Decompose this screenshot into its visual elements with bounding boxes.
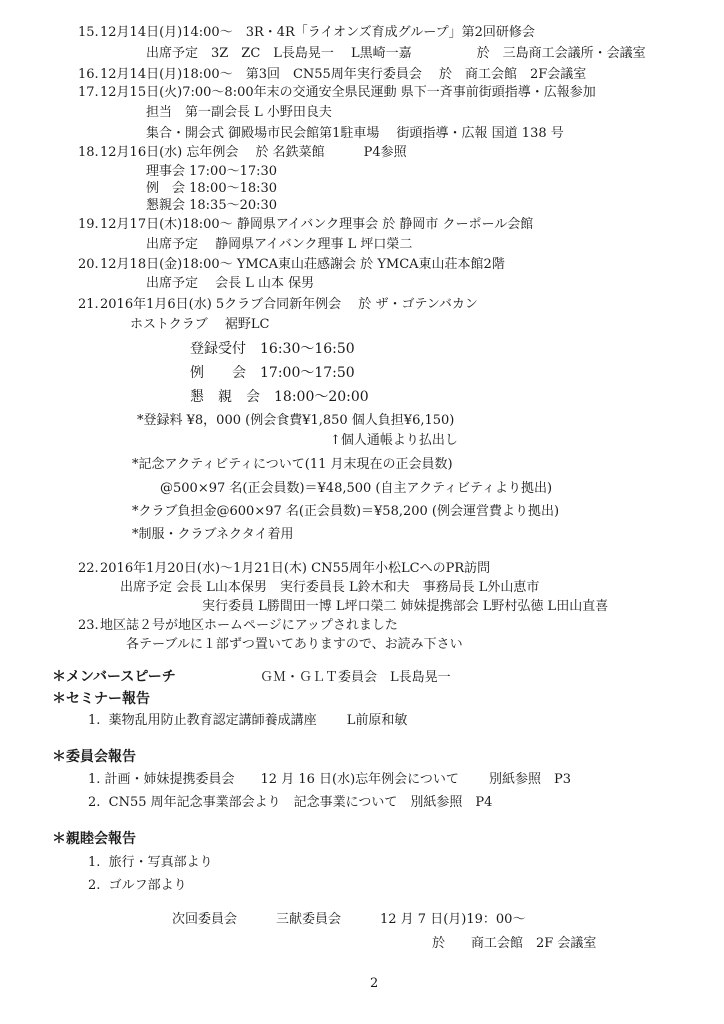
item-sub: 出席予定 会長 L 山本 保男 bbox=[146, 276, 315, 291]
item-sub: 各テーブルに１部ずつ置いてありますので、お読み下さい bbox=[126, 637, 463, 652]
member-speech-heading: ＊メンバースピーチ bbox=[52, 669, 176, 685]
item-sub: 懇親会 18:35～20:30 bbox=[146, 198, 278, 213]
item-line: 12月16日(水) 忘年例会 於 名鉄菜館 P4参照 bbox=[100, 145, 407, 160]
item-line: 12月18日(金)18:00～ YMCA東山荘感謝会 於 YMCA東山荘本館2階 bbox=[100, 257, 505, 272]
item-number: 15. bbox=[78, 25, 99, 40]
item-sub: *クラブ負担金@600×97 名(正会員数)＝¥58,200 (例会運営費より拠出) bbox=[132, 504, 560, 519]
item-number: 23. bbox=[78, 618, 99, 633]
item-number: 18. bbox=[78, 145, 99, 160]
next-meeting-line: 次回委員会 三献委員会 12 月 7 日(月)19：00～ bbox=[172, 912, 526, 927]
page-number: 2 bbox=[370, 976, 379, 991]
member-speech-detail: ＧＭ・ＧＬＴ委員会 L長島晃一 bbox=[260, 670, 451, 685]
item-sub: 出席予定 会長 L山本保男 実行委員長 L鈴木和夫 事務局長 L外山恵市 bbox=[120, 580, 540, 595]
item-sub: 登録受付 16:30～16:50 bbox=[190, 341, 355, 357]
item-line: 12月15日(火)7:00～8:00年末の交通安全県民運動 県下一斉事前街頭指導・広報参加 bbox=[100, 85, 596, 100]
item-sub: 担当 第一副会長 L 小野田良夫 bbox=[146, 105, 332, 120]
item-number: 21. bbox=[78, 297, 99, 312]
item-sub: ↑個人通帳より払出し bbox=[330, 433, 458, 448]
social-item: 2. ゴルフ部より bbox=[88, 878, 187, 893]
item-line: 12月17日(木)18:00～ 静岡県アイバンク理事会 於 静岡市 クーポール会館 bbox=[100, 217, 534, 232]
next-meeting-venue: 於 商工会館 2F 会議室 bbox=[432, 936, 597, 951]
item-sub: 例 会 17:00～17:50 bbox=[190, 365, 355, 381]
item-number: 22. bbox=[78, 561, 99, 576]
committee-item: 2. CN55 周年記念事業部会より 記念事業について 別紙参照 P4 bbox=[88, 795, 493, 810]
item-line: 地区誌２号が地区ホームページにアップされました bbox=[100, 618, 398, 633]
item-sub: 集合・開会式 御殿場市民会館第1駐車場 街頭指導・広報 国道 138 号 bbox=[146, 126, 564, 141]
item-sub: 理事会 17:00～17:30 bbox=[146, 164, 278, 179]
item-sub: 懇 親 会 18:00～20:00 bbox=[190, 389, 369, 405]
item-number: 16. bbox=[78, 67, 99, 82]
item-number: 19. bbox=[78, 217, 99, 232]
item-sub: *記念アクティビティについて(11 月末現在の正会員数) bbox=[132, 457, 453, 472]
social-heading: ＊親睦会報告 bbox=[52, 831, 136, 847]
seminar-item: 1. 薬物乱用防止教育認定講師養成講座 L前原和敏 bbox=[88, 713, 408, 728]
item-sub: *制服・クラブネクタイ着用 bbox=[132, 527, 294, 542]
item-sub: 実行委員 L勝間田一博 L坪口榮二 姉妹提携部会 L野村弘徳 L田山直喜 bbox=[202, 599, 609, 614]
item-line: 2016年1月6日(水) 5クラブ合同新年例会 於 ザ・ゴテンバカン bbox=[100, 297, 478, 312]
item-line: 2016年1月20日(水)～1月21日(木) CN55周年小松LCへのPR訪問 bbox=[100, 561, 491, 576]
item-sub: ホストクラブ 裾野LC bbox=[130, 317, 270, 332]
social-item: 1. 旅行・写真部より bbox=[88, 855, 213, 870]
item-sub: 出席予定 静岡県アイバンク理事 L 坪口榮二 bbox=[146, 237, 413, 252]
committee-heading: ＊委員会報告 bbox=[52, 749, 136, 765]
item-number: 17. bbox=[78, 85, 99, 100]
item-line: 12月14日(月)18:00～ 第3回 CN55周年実行委員会 於 商工会館 2F会議室 bbox=[100, 67, 587, 82]
item-sub: *登録料 ¥8，000 (例会食費¥1,850 個人負担¥6,150) bbox=[137, 413, 455, 428]
item-line: 12月14日(月)14:00～ 3R・4R「ライオンズ育成グループ」第2回研修会 bbox=[100, 25, 535, 40]
item-number: 20. bbox=[78, 257, 99, 272]
item-sub: 出席予定 3Z ZC L長島晃一 L黒崎一嘉 於 三島商工会議所・会議室 bbox=[146, 46, 646, 61]
seminar-heading: ＊セミナー報告 bbox=[52, 691, 150, 707]
item-sub: @500×97 名(正会員数)＝¥48,500 (自主アクティビティより拠出) bbox=[160, 481, 553, 496]
committee-item: 1. 計画・姉妹提携委員会 12 月 16 日(水)忘年例会について 別紙参照 P3 bbox=[88, 772, 572, 787]
item-sub: 例 会 18:00～18:30 bbox=[146, 181, 278, 196]
